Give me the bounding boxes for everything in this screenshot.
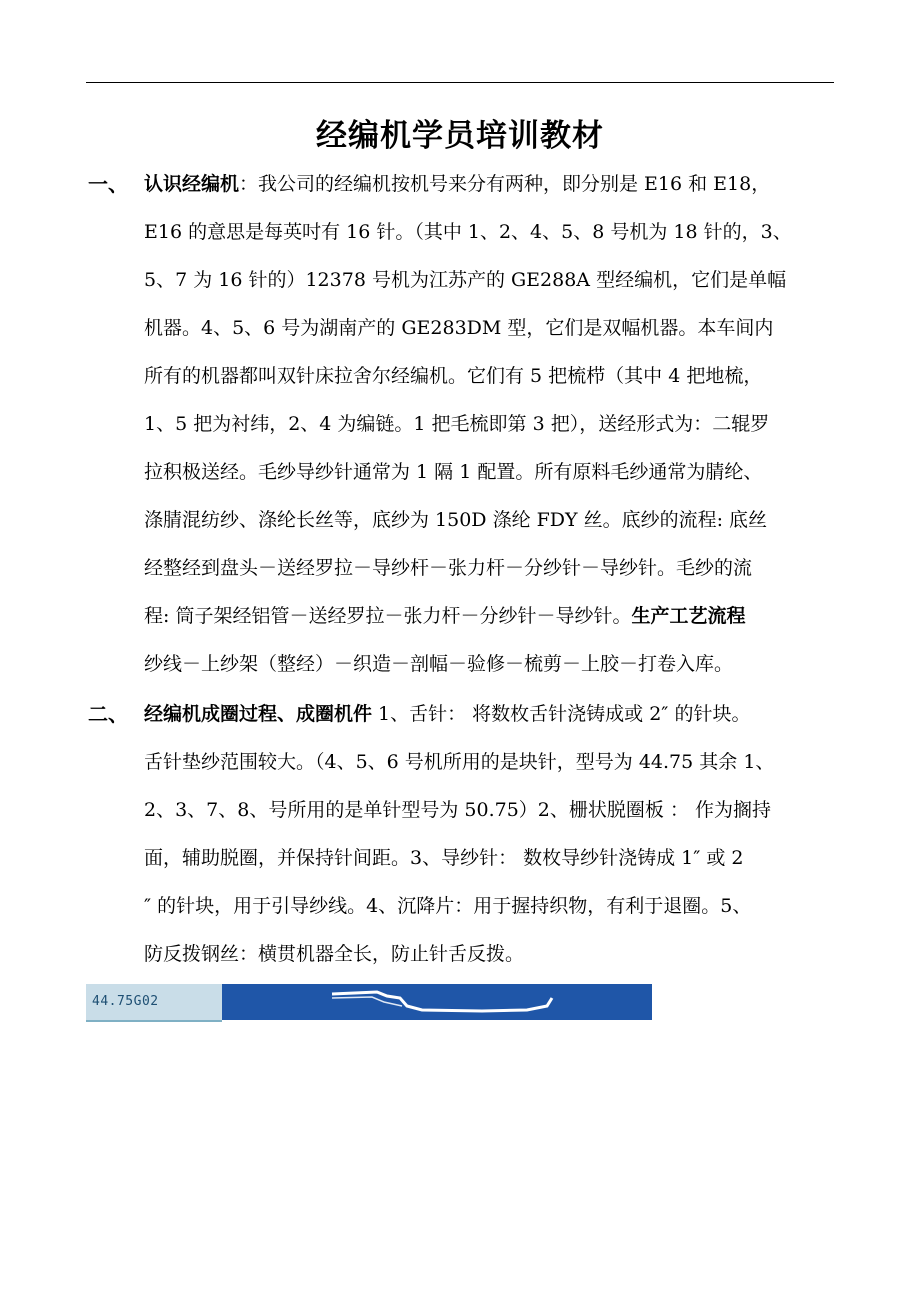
text-line: 纱线－上纱架（整经）－织造－剖幅－验修－梳剪－上胶－打卷入库。 <box>144 653 734 675</box>
needle-label-panel <box>86 984 222 1022</box>
text-line: 机器。4、5、6 号为湖南产的 GE283DM 型，它们是双幅机器。本车间内 <box>144 317 774 339</box>
needle-model-label: 44.75G02 <box>92 994 159 1009</box>
text-line: 舌针垫纱范围较大。（4、5、6 号机所用的是块针，型号为 44.75 其余 1、 <box>144 751 775 773</box>
text-line: 程: 筒子架经铝管－送经罗拉－张力杆－分纱针－导纱针。生产工艺流程 <box>144 605 746 627</box>
text-line: E16 的意思是每英吋有 16 针。（其中 1、2、4、5、8 号机为 18 针的，3、 <box>144 221 792 243</box>
section-heading: 经编机成圈过程、成圈机件 <box>144 703 373 725</box>
text-line: 拉积极送经。毛纱导纱针通常为 1 隔 1 配置。所有原料毛纱通常为腈纶、 <box>144 461 763 483</box>
text-line: 5、7 为 16 针的）12378 号机为江苏产的 GE288A 型经编机，它们是单幅 <box>144 269 787 291</box>
header-rule <box>86 82 834 83</box>
text-line: 所有的机器都叫双针床拉舍尔经编机。它们有 5 把梳栉（其中 4 把地梳， <box>144 365 763 387</box>
needle-shape <box>332 992 552 1011</box>
text-line: ″ 的针块，用于引导纱线。4、沉降片：用于握持织物，有利于退圈。5、 <box>144 895 752 917</box>
text-line: 经编机成圈过程、成圈机件 1、舌针： 将数枚舌针浇铸成或 2″ 的针块。 <box>144 703 751 725</box>
needle-photo-panel <box>222 984 652 1020</box>
page-title: 经编机学员培训教材 <box>316 118 604 154</box>
section-number: 二、 <box>88 702 128 726</box>
text-line: 2、3、7、8、号所用的是单针型号为 50.75）2、栅状脱圈板 ： 作为搁持 <box>144 799 771 821</box>
text-line: 认识经编机：我公司的经编机按机号来分有两种，即分别是 E16 和 E18， <box>144 173 771 195</box>
section-number: 一、 <box>88 172 128 196</box>
process-heading: 生产工艺流程 <box>631 605 746 627</box>
text-line: 经整经到盘头－送经罗拉－导纱杆－张力杆－分纱针－导纱针。毛纱的流 <box>144 557 753 579</box>
text-line: 涤腈混纺纱、涤纶长丝等，底纱为 150D 涤纶 FDY 丝。底纱的流程: 底丝 <box>144 509 768 531</box>
section-heading: 认识经编机 <box>144 173 240 195</box>
text-line: 1、5 把为衬纬，2、4 为编链。1 把毛梳即第 3 把），送经形式为：二辊罗 <box>144 413 770 435</box>
text-line: 防反拨钢丝：横贯机器全长，防止针舌反拨。 <box>144 943 525 965</box>
needle-edge <box>332 997 402 1006</box>
needle-drawing <box>222 984 652 1020</box>
text-line: 面，辅助脱圈，并保持针间距。3、导纱针： 数枚导纱针浇铸成 1″ 或 2 <box>144 847 744 869</box>
needle-image <box>86 984 652 1022</box>
